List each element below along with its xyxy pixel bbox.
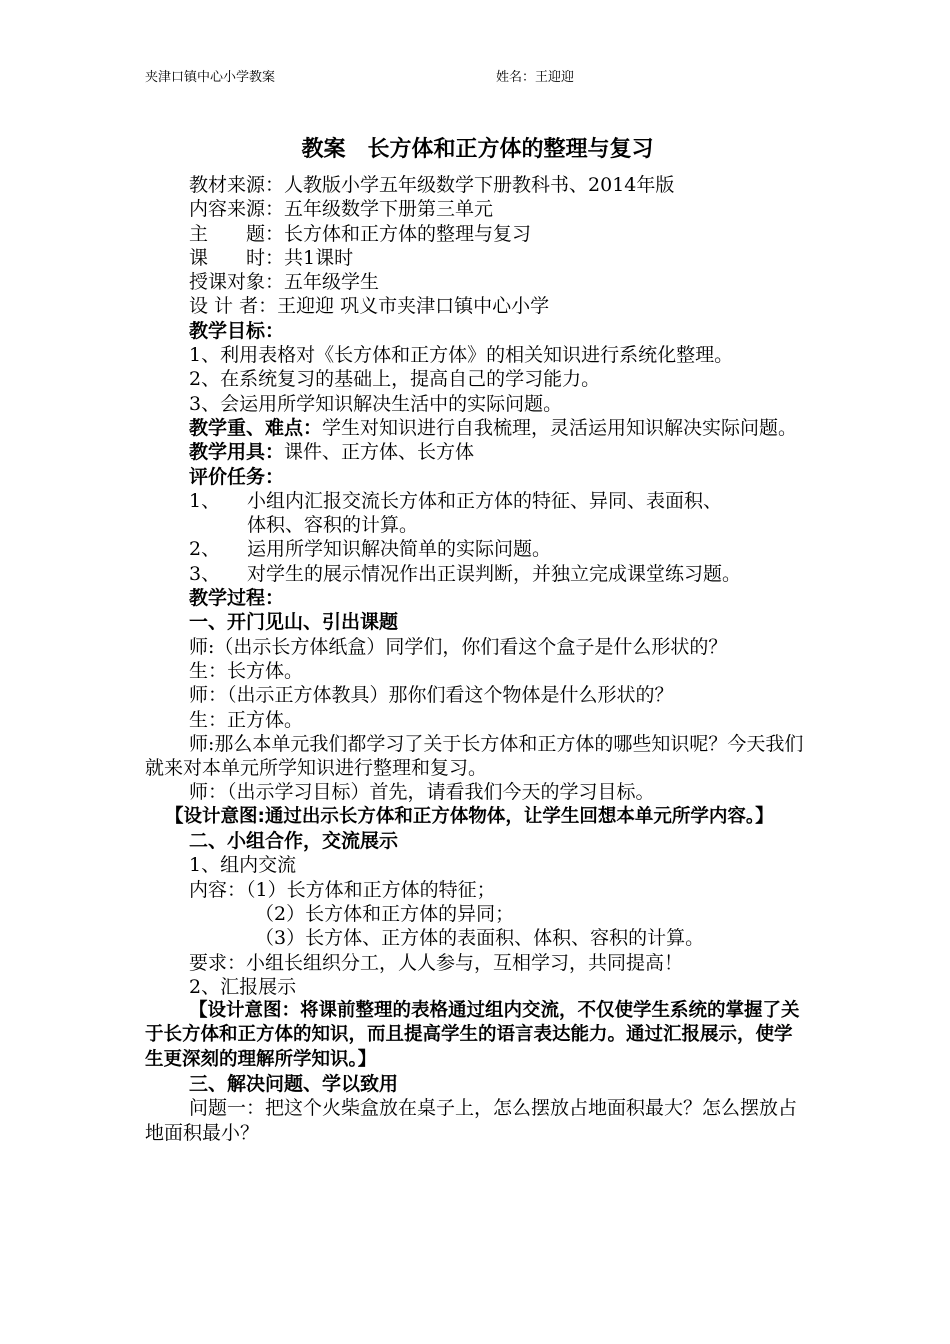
dialogue-line: 师：（出示学习目标）首先，请看我们今天的学习目标。 (189, 781, 655, 804)
meta-key: 内容来源： (189, 198, 285, 221)
meta-value: 五年级学生 (284, 271, 380, 294)
title-label: 教案 (301, 136, 346, 162)
step-label: 2、汇报展示 (189, 975, 297, 998)
task-item (145, 562, 810, 586)
task-text: 运用所学知识解决简单的实际问题。 (247, 538, 552, 561)
process-heading: 教学过程： (189, 587, 285, 610)
content-item: （2）长方体和正方体的异同； (255, 902, 515, 925)
tools-row (145, 440, 810, 464)
meta-value: 长方体和正方体的整理与复习 (284, 222, 532, 245)
task-number: 1、 (189, 489, 221, 512)
goal-item: 2、在系统复习的基础上，提高自己的学习能力。 (189, 368, 601, 391)
keypoints-heading: 教学重、难点： (189, 416, 323, 439)
tools-heading: 教学用具： (189, 441, 285, 464)
dialogue-line: 生：正方体。 (189, 708, 304, 731)
page-header (145, 66, 805, 88)
meta-row (145, 197, 810, 221)
section-heading: 一、开门见山、引出课题 (189, 611, 399, 634)
task-text: 小组内汇报交流长方体和正方体的特征、异同、表面积、 (247, 489, 723, 512)
meta-key: 课 时： (189, 246, 285, 269)
header-school: 夹津口镇中心小学教案 (145, 70, 276, 85)
meta-row (145, 270, 810, 294)
content-item: （1）长方体和正方体的特征； (246, 878, 496, 901)
task-item-continued: 体积、容积的计算。 (247, 514, 419, 537)
dialogue-line: 生：长方体。 (189, 659, 304, 682)
meta-value: 五年级数学下册第三单元 (284, 198, 494, 221)
meta-key: 授课对象： (189, 271, 285, 294)
dialogue-line: 师：（出示正方体教具）那你们看这个物体是什么形状的？ (189, 684, 674, 707)
design-intent: 【设计意图：将课前整理的表格通过组内交流，不仅使学生系统的掌握了关于长方体和正方体的知识，而且提高学生的语言表达能力。通过汇报展示，使学生更深刻的理解所学知识。】 (145, 1000, 800, 1070)
keypoints-paragraph (145, 416, 810, 440)
requirement-line: 要求：小组长组织分工，人人参与，互相学习，共同提高！ (189, 951, 684, 974)
meta-value: 共1课时 (284, 246, 354, 269)
section-heading: 二、小组合作，交流展示 (189, 830, 399, 853)
step-label: 1、组内交流 (189, 854, 297, 877)
meta-row (145, 222, 810, 246)
meta-value: 人教版小学五年级数学下册教科书、2014年版 (284, 174, 675, 196)
meta-row (145, 173, 810, 197)
section-heading: 三、解决问题、学以致用 (189, 1072, 399, 1095)
meta-row (145, 294, 810, 318)
task-item (145, 489, 810, 513)
page-title (145, 134, 810, 164)
document-body (145, 134, 810, 1145)
tasks-heading: 评价任务： (189, 465, 285, 488)
meta-key: 教材来源： (189, 174, 285, 196)
goal-item: 3、会运用所学知识解决生活中的实际问题。 (189, 392, 563, 415)
meta-key: 设 计 者： (189, 295, 278, 318)
title-text: 长方体和正方体的整理与复习 (367, 136, 654, 162)
keypoints-text: 学生对知识进行自我梳理，灵活运用知识解决实际问题。 (322, 416, 798, 439)
tools-text: 课件、正方体、长方体 (284, 441, 475, 464)
design-intent: 【设计意图:通过出示长方体和正方体物体，让学生回想本单元所学内容。】 (165, 805, 774, 827)
content-item: （3）长方体、正方体的表面积、体积、容积的计算。 (255, 927, 705, 950)
question-paragraph: 问题一：把这个火柴盒放在桌子上，怎么摆放占地面积最大？怎么摆放占地面积最小？ (145, 1097, 798, 1144)
header-name: 姓名：王迎迎 (496, 70, 575, 85)
goals-heading: 教学目标： (189, 319, 285, 342)
content-row (145, 878, 810, 902)
dialogue-line: 师:（出示长方体纸盒）同学们，你们看这个盒子是什么形状的？ (189, 635, 728, 658)
task-item (145, 537, 810, 561)
task-number: 3、 (189, 562, 221, 585)
meta-row (145, 246, 810, 270)
meta-key: 主 题： (189, 222, 285, 245)
content-label: 内容： (189, 878, 247, 901)
task-number: 2、 (189, 538, 221, 561)
dialogue-paragraph: 师:那么本单元我们都学习了关于长方体和正方体的哪些知识呢？今天我们就来对本单元所学知识进行整理和复习。 (145, 732, 804, 780)
meta-value: 王迎迎 巩义市夹津口镇中心小学 (277, 295, 550, 318)
goal-item: 1、利用表格对《长方体和正方体》的相关知识进行系统化整理。 (189, 344, 734, 367)
task-text: 对学生的展示情况作出正误判断，并独立完成课堂练习题。 (247, 562, 742, 585)
